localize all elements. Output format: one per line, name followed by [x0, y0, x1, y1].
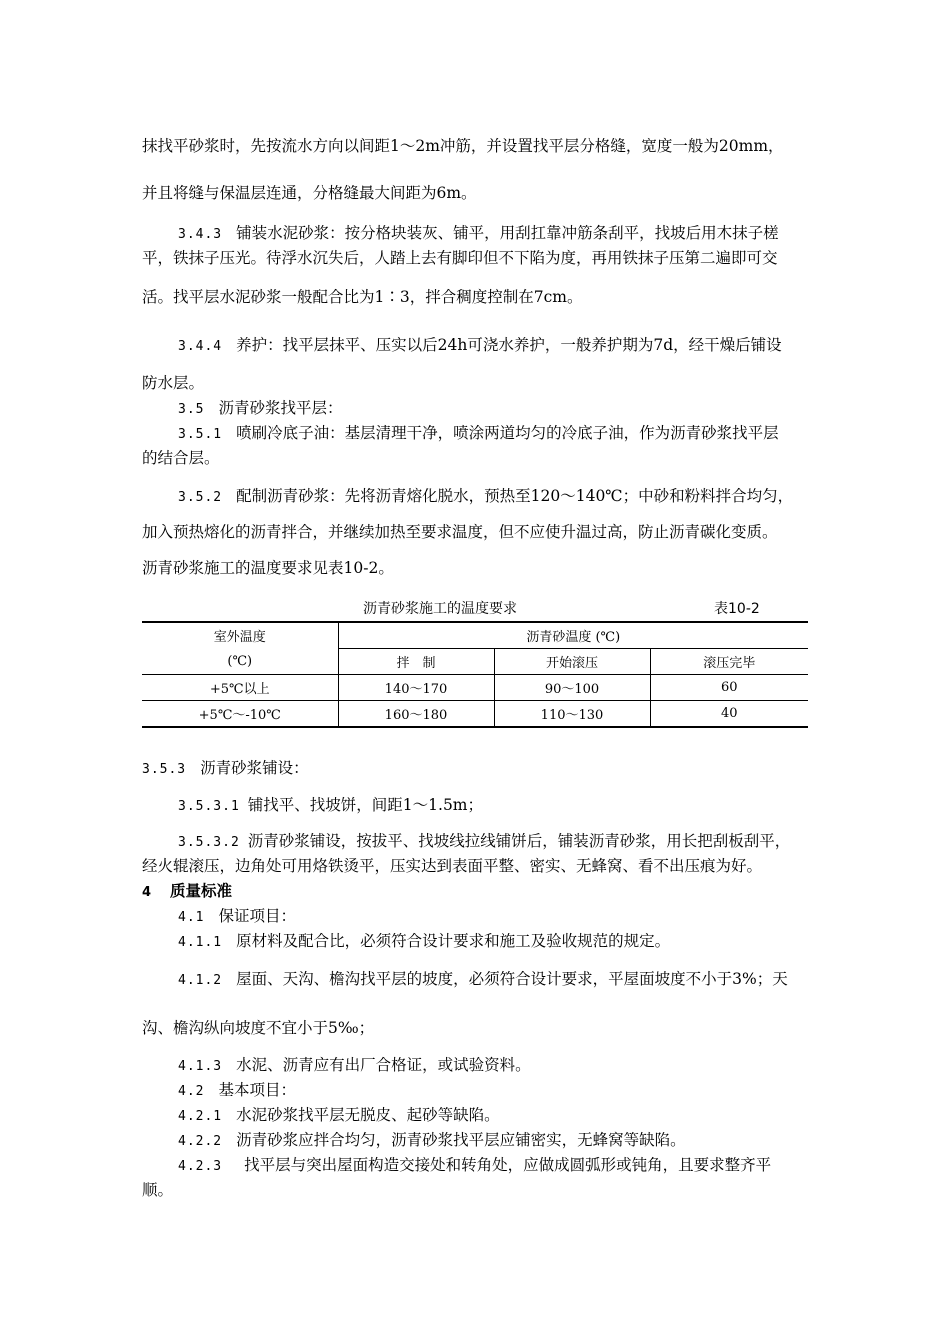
paragraph-line: 沥青砂浆施工的温度要求见表10-2。 — [142, 559, 394, 577]
section-4-1: 4.1 保证项目： — [178, 907, 296, 925]
section-4-1-3: 4.1.3 水泥、沥青应有出厂合格证，或试验资料。 — [178, 1056, 531, 1074]
cell-outdoor: +5℃～-10℃ — [198, 708, 281, 723]
header-mix: 拌 制 — [338, 649, 494, 675]
temperature-table — [142, 621, 808, 728]
header-end: 滚压完毕 — [650, 649, 808, 675]
section-3-5-1: 3.5.1 喷刷冷底子油：基层清理干净，喷涂两道均匀的冷底子油，作为沥青砂浆找平层 — [178, 424, 779, 442]
paragraph-line: 经火辊滚压，边角处可用烙铁烫平，压实达到表面平整、密实、无蜂窝、看不出压痕为好。 — [142, 857, 763, 875]
cell-start: 90～100 — [494, 675, 650, 701]
paragraph-line: 防水层。 — [142, 374, 205, 392]
section-3-4-3: 3.4.3 铺装水泥砂浆：按分格块装灰、铺平，用刮扛靠冲筋条刮平，找坡后用木抹子槎 — [178, 224, 779, 242]
section-3-5-2: 3.5.2 配制沥青砂浆：先将沥青熔化脱水，预热至120～140℃；中砂和粉料拌合均匀， — [178, 487, 794, 505]
paragraph-line: 顺。 — [142, 1181, 174, 1199]
table-title: 沥青砂浆施工的温度要求 — [363, 601, 517, 617]
paragraph-line: 并且将缝与保温层连通，分格缝最大间距为6m。 — [142, 184, 477, 202]
section-4-1-1: 4.1.1 原材料及配合比，必须符合设计要求和施工及验收规范的规定。 — [178, 932, 671, 950]
header-outdoor-unit: (℃) — [142, 649, 338, 675]
paragraph-line: 的结合层。 — [142, 449, 220, 467]
section-4-2-2: 4.2.2 沥青砂浆应拌合均匀，沥青砂浆找平层应铺密实，无蜂窝等缺陷。 — [178, 1131, 686, 1149]
table-row — [142, 675, 808, 701]
cell-end: 40 — [650, 701, 808, 728]
cell-mix: 160～180 — [338, 701, 494, 728]
section-3-5-3-2: 3.5.3.2 沥青砂浆铺设，按拔平、找坡线拉线铺饼后，铺装沥青砂浆，用长把刮板刮平， — [178, 832, 791, 850]
section-4-2: 4.2 基本项目： — [178, 1081, 296, 1099]
section-4: 4 质量标准 — [142, 882, 233, 900]
table-number: 表10-2 — [714, 601, 760, 617]
paragraph-line: 抹找平砂浆时，先按流水方向以间距1～2m冲筋，并设置找平层分格缝，宽度一般为20mm， — [142, 137, 784, 155]
paragraph-line: 活。找平层水泥砂浆一般配合比为1∶3，拌合稠度控制在7cm。 — [142, 288, 583, 306]
section-3-5-3-1: 3.5.3.1 铺找平、找坡饼，间距1～1.5m； — [178, 796, 484, 814]
header-outdoor: 室外温度 — [213, 630, 266, 646]
section-4-2-3: 4.2.3 找平层与突出屋面构造交接处和转角处，应做成圆弧形或钝角，且要求整齐平 — [178, 1156, 772, 1174]
table-subheader-row — [142, 649, 808, 675]
paragraph-line: 加入预热熔化的沥青拌合，并继续加热至要求温度，但不应使升温过高，防止沥青碳化变质。 — [142, 523, 778, 541]
cell-end: 60 — [650, 675, 808, 701]
section-4-1-2: 4.1.2 屋面、天沟、檐沟找平层的坡度，必须符合设计要求，平屋面坡度不小于3%；天 — [178, 970, 788, 988]
paragraph-line: 平，铁抹子压光。待浮水沉失后，人踏上去有脚印但不下陷为度，再用铁抹子压第二遍即可交 — [142, 249, 778, 267]
section-3-4-4: 3.4.4 养护：找平层抹平、压实以后24h可浇水养护，一般养护期为7d，经干燥后铺设 — [178, 336, 782, 354]
table-row — [142, 701, 808, 728]
cell-outdoor: +5℃以上 — [142, 675, 338, 701]
table-header-row — [142, 622, 808, 649]
header-start: 开始滚压 — [494, 649, 650, 675]
section-3-5-3: 3.5.3 沥青砂浆铺设： — [142, 759, 309, 777]
cell-mix: 140～170 — [338, 675, 494, 701]
section-3-5: 3.5 沥青砂浆找平层： — [178, 399, 343, 417]
paragraph-line: 沟、檐沟纵向坡度不宜小于5‰； — [142, 1019, 375, 1037]
cell-start: 110～130 — [494, 701, 650, 728]
header-asphalt: 沥青砂温度 (℃) — [338, 622, 808, 649]
section-4-2-1: 4.2.1 水泥砂浆找平层无脱皮、起砂等缺陷。 — [178, 1106, 500, 1124]
